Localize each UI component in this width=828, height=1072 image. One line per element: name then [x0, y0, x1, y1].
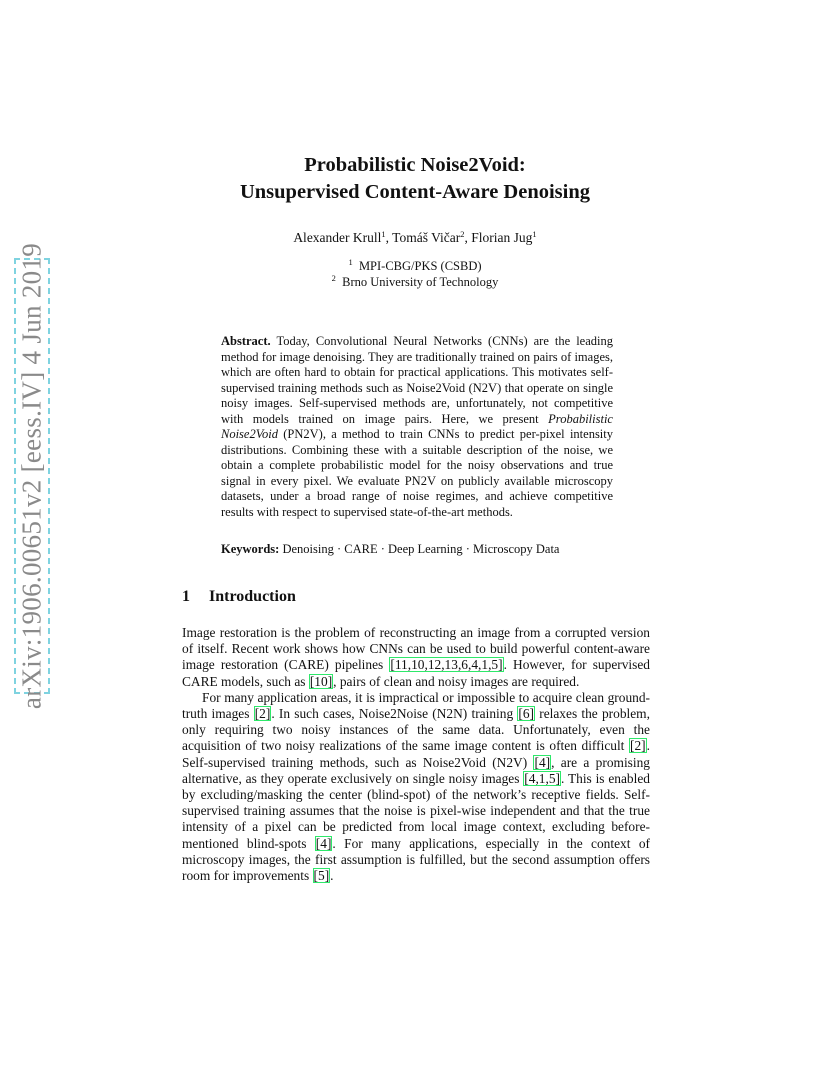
keywords	[221, 542, 613, 557]
affiliation-marker: 1	[348, 257, 353, 267]
keywords-label: Keywords:	[221, 542, 280, 556]
abstract-label: Abstract.	[221, 334, 271, 348]
section-number: 1	[182, 588, 190, 605]
text-run: Image restoration is the problem of reconstructing an image from a corrupted version of itself. Recent work shows how CNNs can be used to build powerful content-aware image restoration (CARE) pipelines	[182, 625, 650, 673]
affiliation-marker: 1	[381, 229, 386, 239]
section-heading	[182, 588, 296, 606]
author-name: Florian Jug	[471, 230, 533, 245]
author-name: Alexander Krull	[293, 230, 382, 245]
citation-link[interactable]: [4]	[315, 835, 332, 851]
citation-link[interactable]: [4]	[534, 754, 551, 770]
text-run: . In such cases, Noise2Noise (N2N) training	[271, 706, 514, 722]
author-list	[180, 230, 650, 246]
keywords-text: Denoising · CARE · Deep Learning · Microscopy Data	[282, 542, 560, 556]
citation-link[interactable]: [11,10,12,13,6,4,1,5]	[390, 657, 503, 673]
author-name: Tomáš Vičar	[392, 230, 461, 245]
title-line-1: Probabilistic Noise2Void:	[304, 154, 526, 176]
text-run: . This is enabled by excluding/masking the center (blind-spot) of the network’s receptive fields. Self-supervised training assumes that the noise is pixel-wise independent and that the true intensity of a pixel can be predicted from local image context, excluding before-mentioned blind-spots	[182, 770, 650, 851]
section-title: Introduction	[209, 588, 296, 605]
arxiv-identifier: arXiv:1906.00651v2 [eess.IV] 4 Jun 2019	[16, 242, 47, 710]
text-run: , are a promising alternative, as they operate exclusively on single noisy images	[182, 754, 650, 786]
text-run: For many application areas, it is impractical or impossible to acquire clean ground-truth images	[182, 689, 650, 722]
citation-link[interactable]: [2]	[630, 738, 646, 754]
affiliation-marker: 2	[331, 273, 336, 283]
arxiv-stamp	[14, 242, 50, 710]
author-separator: ,	[385, 230, 393, 245]
affiliation	[180, 258, 650, 274]
text-run: , pairs of clean and noisy images are required.	[333, 673, 580, 689]
affiliation	[180, 274, 650, 290]
citation-link[interactable]: [10]	[309, 673, 333, 689]
citation-link[interactable]: [2]	[254, 706, 271, 722]
affiliation-name: MPI-CBG/PKS (CSBD)	[358, 259, 482, 273]
paragraph	[182, 690, 650, 884]
text-run: . However, for supervised CARE models, such as	[182, 657, 650, 689]
citation-link[interactable]: [5]	[313, 868, 330, 884]
abstract	[221, 334, 613, 520]
text-run: . Self-supervised training methods, such as Noise2Void (N2V)	[182, 738, 650, 770]
introduction-body	[182, 625, 650, 884]
affiliation-marker: 2	[460, 229, 465, 239]
abstract-text: Today, Convolutional Neural Networks (CNNs) are the leading method for image denoising. They are traditionally trained on pairs of images, which are often hard to obtain for practical applications. This motivates self-supervised training methods such as Noise2Void (N2V) that operate on single noisy images. Self-supervised methods are, unfortunately, not competitive with models trained on image pairs. Here, we present	[221, 334, 613, 426]
affiliation-name: Brno University of Technology	[342, 275, 499, 289]
title-line-2: Unsupervised Content-Aware Denoising	[239, 181, 591, 203]
author-separator: ,	[464, 230, 472, 245]
paper-title	[180, 152, 650, 206]
affiliation-marker: 1	[532, 229, 537, 239]
paragraph	[182, 625, 650, 690]
abstract-text: (PN2V), a method to train CNNs to predict per-pixel intensity distributions. Combining these with a suitable description of the noise, we obtain a complete probabilistic model for the noisy observations and true signal in every pixel. We evaluate PN2V on publicly available microscopy datasets, under a broad range of noise regimes, and achieve competitive results with respect to supervised state-of-the-art methods.	[221, 427, 614, 519]
citation-link[interactable]: [4,1,5]	[524, 770, 560, 786]
text-run: .	[330, 868, 334, 884]
abstract-emphasis: Probabilistic Noise2Void	[221, 411, 613, 441]
text-run: . For many applications, especially in the context of microscopy images, the first assumption is fulfilled, but the second assumption offers room for improvements	[182, 835, 650, 884]
affiliations	[180, 258, 650, 290]
text-run: relaxes the problem, only requiring two noisy instances of the same data. Unfortunately, even the acquisition of two noisy realizations of the same image content is often difficult	[182, 706, 650, 754]
citation-link[interactable]: [6]	[518, 706, 534, 722]
